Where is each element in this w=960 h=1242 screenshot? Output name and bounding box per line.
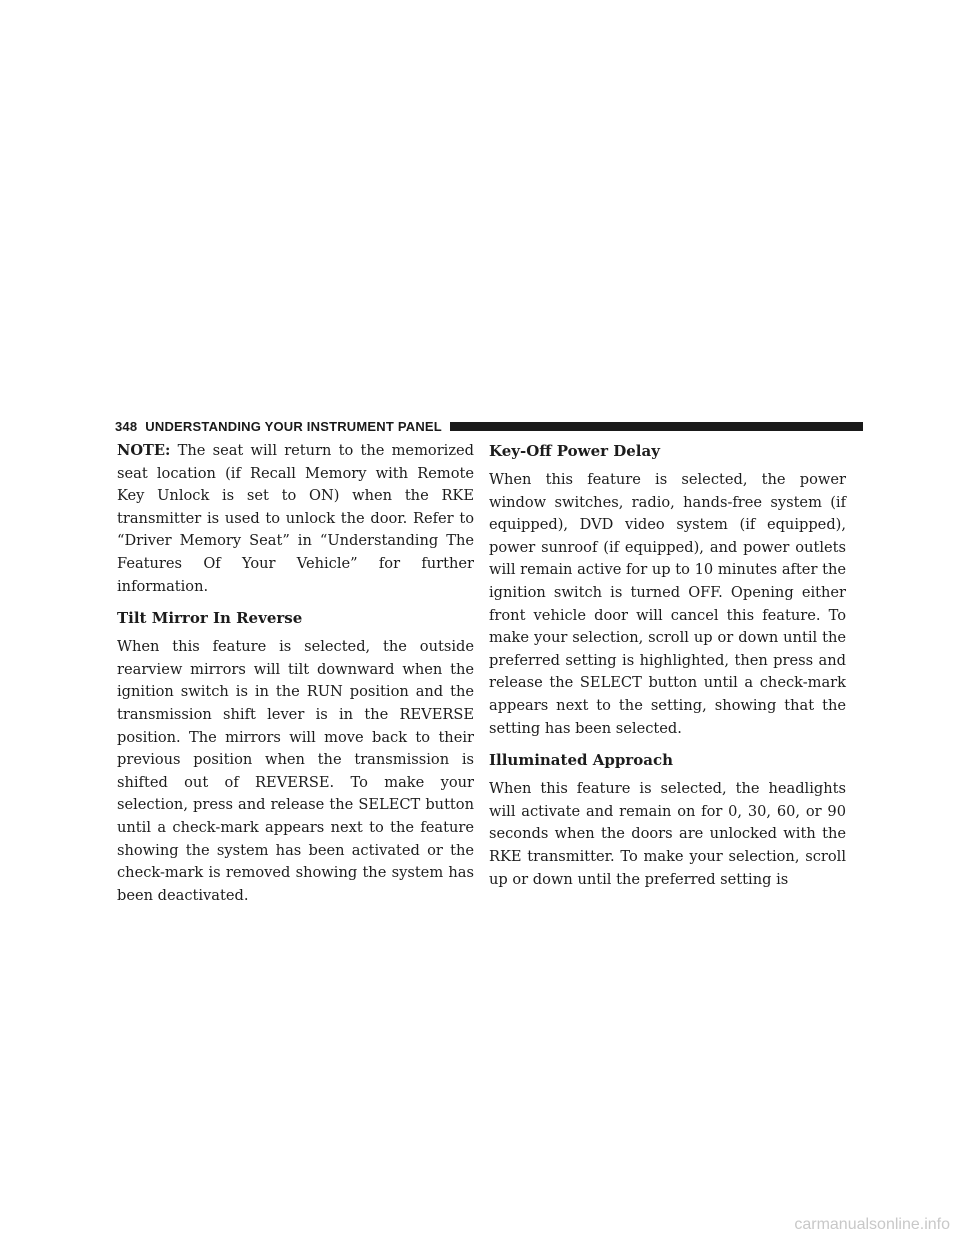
page-header	[115, 415, 863, 437]
key-off-body: When this feature is selected, the power window switches, radio, hands-free system (if equipped), DVD video system (if equipped), power sunroof (if equipped), and power outlets will remain active for up to 10 minutes after the ignition switch is turned OFF. Opening either front vehicle door will cancel this feature. To make your selection, scroll up or down until the preferred setting is highlighted, then press and release the SELECT button until a check-mark appears next to the setting, showing that the setting has been selected.	[489, 471, 846, 737]
tilt-mirror-body: When this feature is selected, the outside rearview mirrors will tilt downward when the ignition switch is in the RUN position and the transmission shift lever is in the REVERSE position. The mirrors will move back to their previous position when the transmission is shifted out of REVERSE. To make your selection, press and release the SELECT button until a check-mark appears next to the feature showing the system has been activated or the check-mark is removed showing the system has been deactivated.	[117, 638, 474, 904]
watermark: carmanualsonline.info	[794, 1216, 950, 1233]
right-column	[489, 440, 846, 900]
page-number: 348	[115, 418, 138, 434]
section-title: UNDERSTANDING YOUR INSTRUMENT PANEL	[145, 418, 442, 434]
note-label: NOTE:	[117, 442, 171, 459]
key-off-heading: Key-Off Power Delay	[489, 442, 660, 460]
note-text: The seat will return to the memorized seat location (if Recall Memory with Remote Key Unlock is set to ON) when the RKE transmitter is used to unlock the door. Refer to “Driver Memory Seat” in “Understanding The Features Of Your Vehicle” for further information.	[117, 442, 474, 595]
illuminated-approach-body: When this feature is selected, the headlights will activate and remain on for 0, 30, 60, or 90 seconds when the doors are unlocked with the RKE transmitter. To make your selection, scroll up or down until the preferred setting is	[489, 780, 846, 888]
left-column	[117, 440, 474, 916]
note-paragraph	[117, 440, 474, 598]
tilt-mirror-heading: Tilt Mirror In Reverse	[117, 609, 303, 628]
illuminated-approach-heading: Illuminated Approach	[489, 751, 673, 770]
header-rule	[450, 422, 863, 431]
